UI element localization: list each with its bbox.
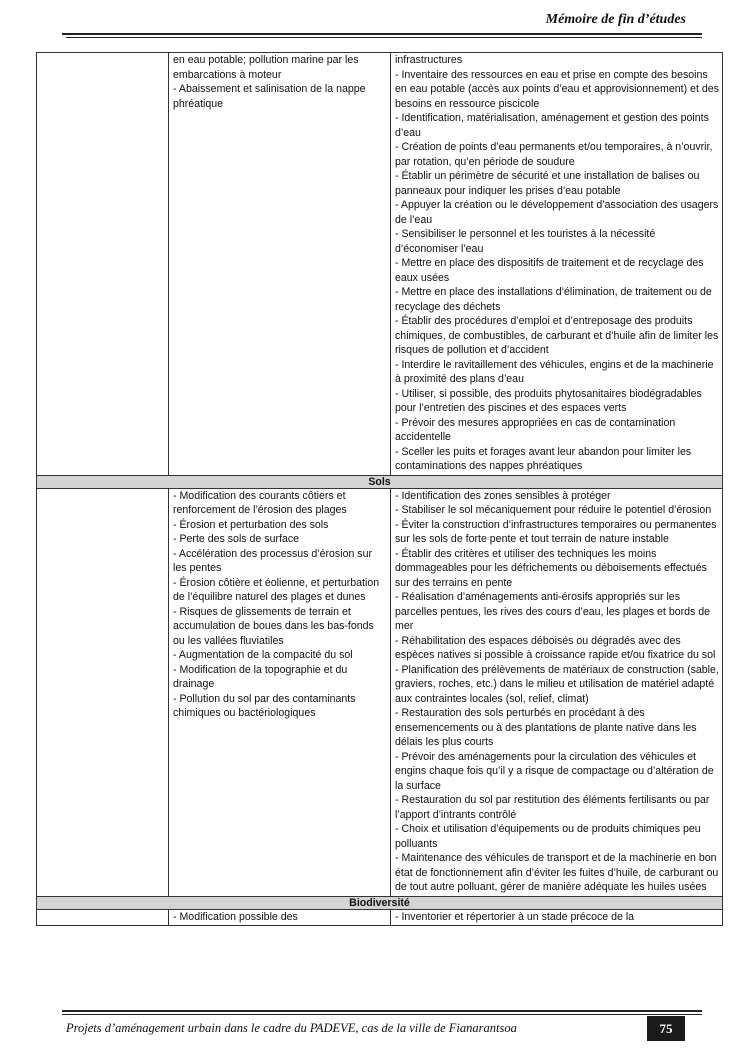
impact-measures-table [36, 52, 723, 926]
impact-item: en eau potable; pollution marine par les embarcations à moteur [173, 54, 359, 81]
impact-item: - Modification des courants côtiers et renforcement de l’érosion des plages [173, 489, 347, 516]
measure-item: - Établir un périmètre de sécurité et une installation de balises ou panneaux pour indiquer les prises d’eau potable [395, 170, 700, 197]
measure-item: - Identification des zones sensibles à protéger [395, 489, 611, 502]
impact-item: - Accélération des processus d’érosion sur les pentes [173, 547, 373, 574]
impact-item: - Abaissement et salinisation de la nappe phréatique [173, 83, 366, 110]
blank-cell [37, 488, 169, 896]
measure-item: - Appuyer la création ou le développement d’association des usagers de l’eau [395, 199, 719, 226]
measure-item: - Inventorier et répertorier à un stade précoce de la [395, 910, 635, 923]
measure-item: infrastructures [395, 54, 463, 66]
measure-item: - Réalisation d’aménagements anti-érosifs appropriés sur les parcelles pentues, les rives des cours d’eau, les plages et bords de mer [395, 591, 711, 632]
measure-item: - Sceller les puits et forages avant leur abandon pour limiter les contaminations des nappes phréatiques [395, 445, 692, 472]
impact-item: - Risques de glissements de terrain et accumulation de boues dans les bas-fonds ou les vallées fluviatiles [173, 605, 374, 647]
footer-rule-thin [62, 1014, 702, 1015]
impacts-cell [169, 909, 391, 926]
table-row [37, 909, 723, 926]
header-rule [62, 33, 702, 35]
header-rule-thin [66, 37, 702, 38]
page-number: 75 [647, 1016, 685, 1041]
measure-item: - Prévoir des aménagements pour la circulation des véhicules et engins chaque fois qu’il y a risque de compactage ou d’altération de la surface [395, 750, 714, 792]
measure-item: - Maintenance des véhicules de transport et de la machinerie en bon état de fonctionnement afin d’éviter les fuites d’huile, de carburant ou de tout autre polluant, gérer de manière adéquate les huiles usées [395, 852, 719, 893]
measure-item: - Planification des prélèvements de matériaux de construction (sable, graviers, roches, etc.) dans le milieu et utilisation de matériel adapté aux contraintes locales (sol, relief, climat) [395, 663, 719, 705]
impact-item: - Modification de la topographie et du drainage [173, 663, 348, 690]
section-title-biodiversite: Biodiversité [37, 896, 723, 909]
measure-item: - Éviter la construction d’infrastructures temporaires ou permanentes sur les sols de forte pente et tout terrain de nature instable [395, 518, 717, 545]
page-header-title: Mémoire de fin d’études [545, 12, 686, 27]
section-header-row [37, 475, 723, 488]
measure-item: - Utiliser, si possible, des produits phytosanitaires biodégradables pour l’entretien des piscines et des espaces verts [395, 387, 702, 414]
measure-item: - Restauration du sol par restitution des éléments fertilisants ou par l’apport d’intrants contrôlé [395, 794, 710, 821]
section-title-sols: Sols [37, 475, 723, 488]
section-header-row [37, 896, 723, 909]
measure-item: - Restauration des sols perturbés en procédant à des ensemencements ou à des plantations de plante native dans les délais les plus courts [395, 707, 697, 748]
measures-cell [391, 53, 723, 476]
measure-item: - Stabiliser le sol mécaniquement pour réduire le potentiel d’érosion [395, 504, 712, 516]
impact-item: - Pollution du sol par des contaminants chimiques ou bactériologiques [173, 692, 356, 719]
measure-item: - Mettre en place des installations d’élimination, de traitement ou de recyclage des déchets [395, 286, 712, 313]
measure-item: - Établir des critères et utiliser des techniques les moins dommageables pour les défrichements ou déboisements effectués sur des terrains en pente [395, 547, 707, 589]
measures-cell [391, 909, 723, 926]
impacts-cell [169, 53, 391, 476]
impact-item: - Érosion côtière et éolienne, et perturbation de l’équilibre naturel des plages et dunes [173, 576, 380, 603]
impacts-cell [169, 488, 391, 896]
measure-item: - Identification, matérialisation, aménagement et gestion des points d’eau [395, 112, 709, 139]
measure-item: - Création de points d’eau permanents et/ou temporaires, à n’ouvrir, par rotation, qu’en période de soudure [395, 141, 713, 168]
blank-cell [37, 909, 169, 926]
blank-cell [37, 53, 169, 476]
measure-item: - Sensibiliser le personnel et les touristes à la nécessité d’économiser l’eau [395, 228, 656, 255]
measure-item: - Établir des procédures d’emploi et d’entreposage des produits chimiques, de combustibles, de carburant et d’huile afin de limiter les risques de pollution et d’accident [395, 315, 719, 356]
impact-item: - Érosion et perturbation des sols [173, 518, 329, 531]
impact-item: - Perte des sols de surface [173, 533, 300, 545]
impact-item: - Augmentation de la compacité du sol [173, 649, 353, 661]
measure-item: - Réhabilitation des espaces déboisés ou dégradés avec des espèces natives si possible à croissance rapide et/ou fixatrice du sol [395, 634, 716, 661]
table-row [37, 488, 723, 896]
footer-text: Projets d’aménagement urbain dans le cadre du PADEVE, cas de la ville de Fianarantsoa [66, 1021, 517, 1035]
measure-item: - Choix et utilisation d’équipements ou de produits chimiques peu polluants [395, 823, 701, 850]
measure-item: - Inventaire des ressources en eau et prise en compte des besoins en eau potable (accès aux points d’eau et approvisionnement) et des besoins en ressource piscicole [395, 68, 719, 110]
table-row [37, 53, 723, 476]
measure-item: - Interdire le ravitaillement des véhicules, engins et de la machinerie à proximité des plans d’eau [395, 358, 714, 385]
impact-item: - Modification possible des [173, 910, 298, 923]
footer-rule [62, 1010, 702, 1012]
measures-cell [391, 488, 723, 896]
measure-item: - Prévoir des mesures appropriées en cas de contamination accidentelle [395, 416, 676, 443]
measure-item: - Mettre en place des dispositifs de traitement et de recyclage des eaux usées [395, 257, 704, 284]
